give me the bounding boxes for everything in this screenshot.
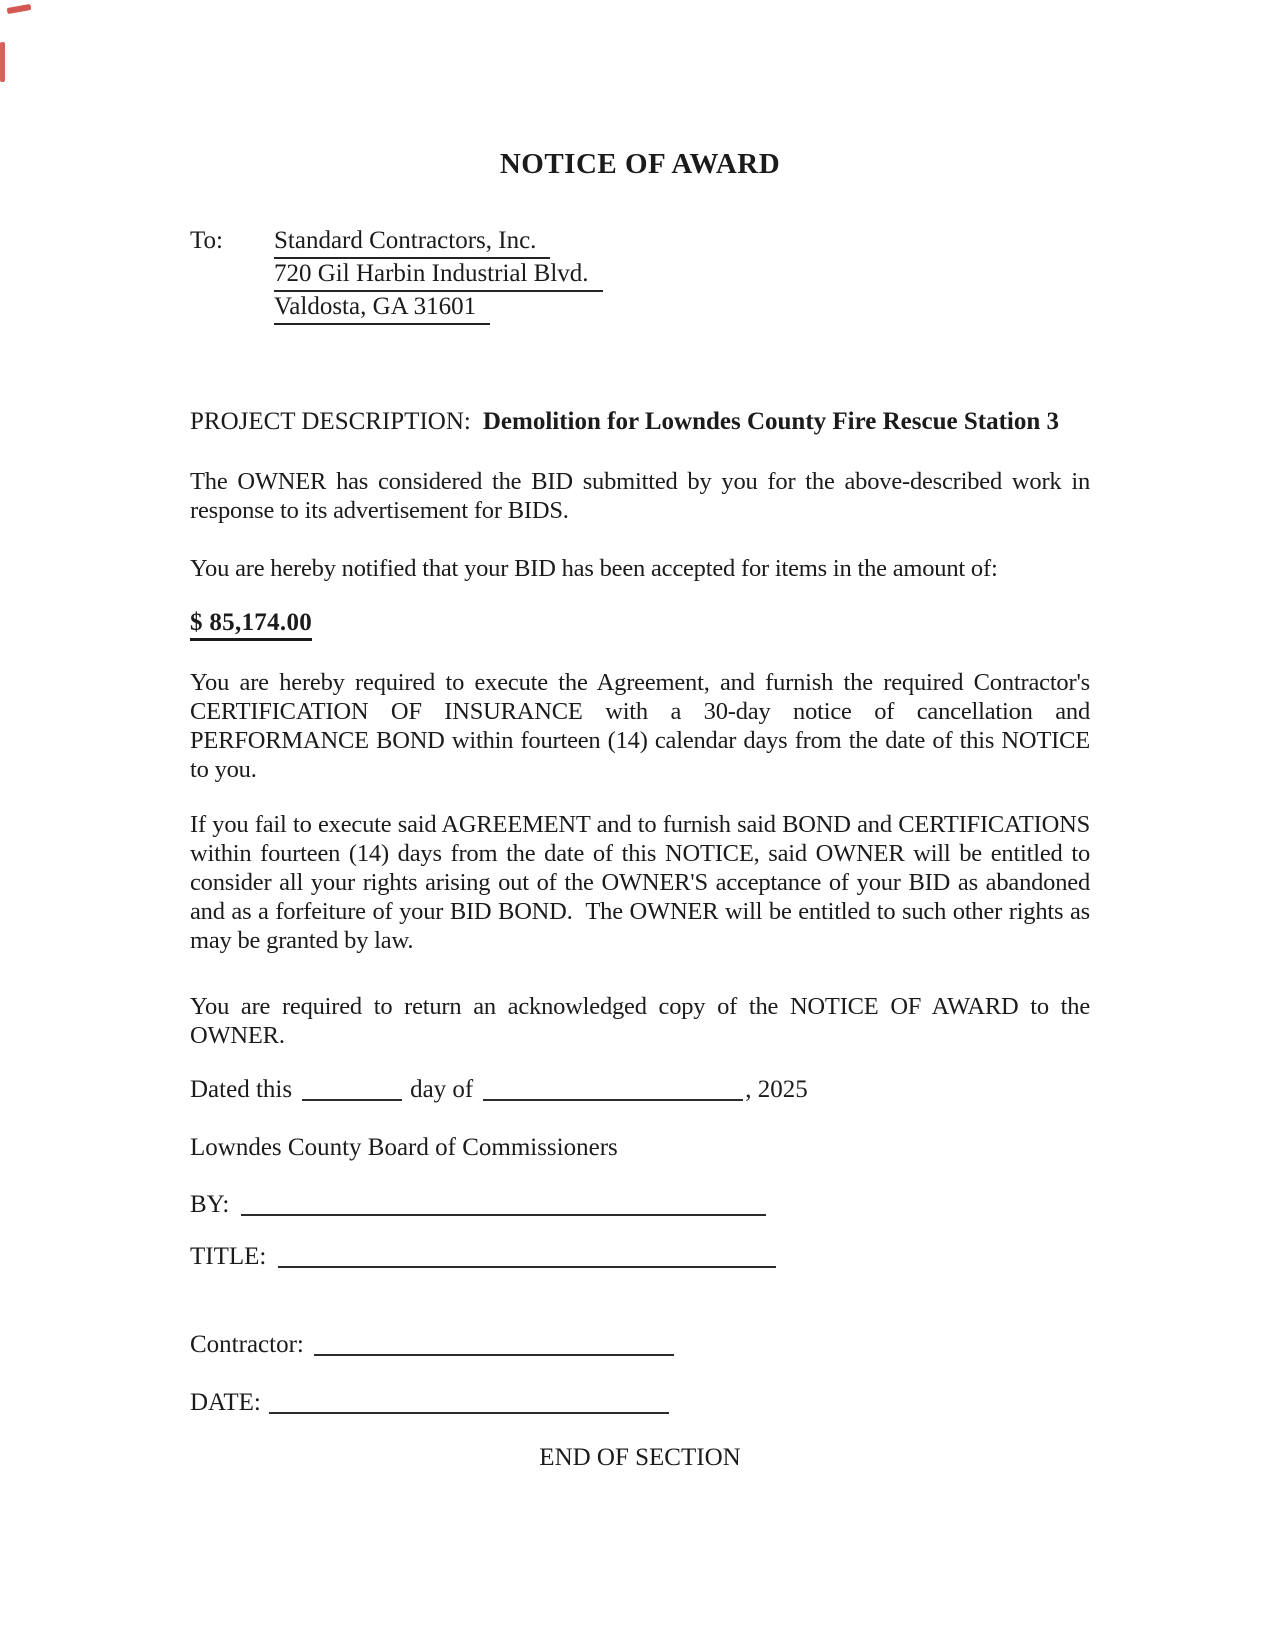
document-content (190, 0, 1096, 1472)
project-description-label: PROJECT DESCRIPTION: (190, 408, 471, 435)
scan-artifact-mark (0, 42, 5, 82)
address-line-street: 720 Gil Harbin Industrial Blvd. (274, 259, 603, 292)
date-label: DATE: (190, 1389, 261, 1416)
dated-line (190, 1075, 1090, 1104)
project-description-row (190, 407, 1090, 436)
by-signature-row (190, 1190, 1090, 1219)
address-line-city: Valdosta, GA 31601 (274, 292, 603, 325)
to-label: To: (190, 227, 223, 254)
paragraph-bid-considered: The OWNER has considered the BID submitted by you for the above-described work in response to its advertisement for BIDS. (190, 468, 1096, 524)
title-label: TITLE: (190, 1243, 267, 1270)
date-signature-row (190, 1388, 1090, 1417)
contractor-label: Contractor: (190, 1331, 304, 1358)
project-description-value: Demolition for Lowndes County Fire Rescue Station 3 (482, 408, 1059, 435)
date-blank-line (269, 1410, 669, 1414)
bid-amount-row (190, 609, 1090, 641)
end-of-section: END OF SECTION (539, 1444, 741, 1471)
page-title: NOTICE OF AWARD (499, 148, 781, 180)
paragraph-return-copy: You are required to return an acknowledged copy of the NOTICE OF AWARD to the OWNER. (190, 993, 1096, 1049)
day-blank-line (302, 1097, 402, 1101)
paragraph-execute-agreement: You are hereby required to execute the Agreement, and furnish the required Contractor's CERTIFICATION OF INSURANCE with a 30-day notice of cancellation and PERFORMANCE BOND within fourteen (14) calendar days from the date of this NOTICE to you. (190, 669, 1096, 783)
dated-year: , 2025 (745, 1076, 808, 1103)
by-blank-line (241, 1212, 766, 1216)
scan-artifact-mark (7, 4, 32, 14)
paragraph-failure-terms: If you fail to execute said AGREEMENT and to furnish said BOND and CERTIFICATIONS within fourteen (14) days from the date of this NOTICE, said OWNER will be entitled to consider all your rights arising out of the OWNER'S acceptance of your BID as abandoned and as a forfeiture of your BID BOND. The OWNER will be entitled to such other rights as may be granted by law. (190, 811, 1096, 954)
dated-prefix: Dated this (190, 1076, 293, 1103)
paragraph-bid-accepted: You are hereby notified that your BID has been accepted for items in the amount of: (190, 555, 998, 582)
title-signature-row (190, 1242, 1090, 1271)
title-blank-line (278, 1264, 776, 1268)
month-blank-line (483, 1097, 743, 1101)
dated-middle: day of (410, 1076, 474, 1103)
bid-amount: $ 85,174.00 (190, 609, 312, 641)
address-line-company: Standard Contractors, Inc. (274, 226, 603, 259)
by-label: BY: (190, 1191, 230, 1218)
commissioners-name: Lowndes County Board of Commissioners (190, 1134, 618, 1161)
contractor-blank-line (314, 1352, 674, 1356)
recipient-block (190, 226, 1090, 325)
recipient-address (274, 226, 603, 325)
contractor-signature-row (190, 1330, 1090, 1359)
